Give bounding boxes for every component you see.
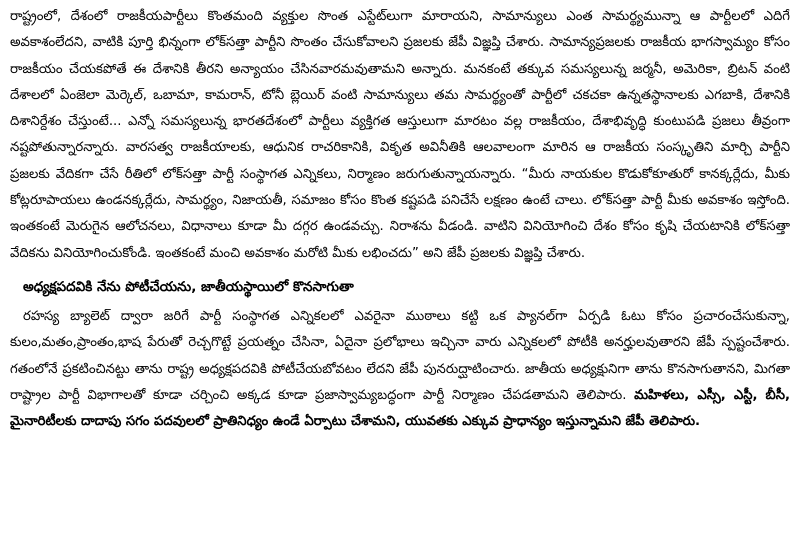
article-paragraph-1: రాష్ట్రంలో, దేశంలో రాజకీయపార్టీలు కొంతమంది వ్యక్తుల సొంత ఎస్టేట్‌లుగా మారాయని, సామాన్యులు ఎంత సామర్థ్యమున్నా ఆ పార్టీలలో ఎదిగే అవకాశంలేదని, వాటికి పూర్తి భిన్నంగా లోక్‌సత్తా పార్టీని సొంతం చేసుకోవాలని ప్రజలకు జేపీ విజ్ఞప్తి చేశారు. సామాన్యప్రజలకు రాజకీయ భాగస్వామ్యం కోసం రాజకీయం చేయకపోతే ఈ దేశానికి తీరని అన్యాయం చేసినవారమవుతామని అన్నారు. మనకంటే తక్కువ సమస్యలున్న జర్మనీ, అమెరికా, బ్రిటన్ వంటి దేశాలలో ఏంజెలా మెర్కెల్, ఒబామా, కామరాన్, టోనీ బ్లెయిర్ వంటి సామాన్యులు తమ సామర్థ్యంతో పార్టీలో చకచకా ఉన్నతస్థానాలకు ఎగబాకి, దేశానికి దిశానిర్దేశం చేస్తుంటే... ఎన్నో సమస్యలున్న భారతదేశంలో పార్టీలు వ్యక్తిగత ఆస్తులుగా మారటం వల్ల రాజకీయం, దేశాభివృద్ధి కుంటుపడి ప్రజలు తీవ్రంగా నష్టపోతున్నారన్నారు. వారసత్వ రాజకీయాలకు, ఆధునిక రాచరికానికి, వికృత అవినీతికి ఆలవాలంగా మారిన ఆ రాజకీయ సంస్కృతిని మార్చి పార్టీని ప్రజలకు వేదికగా చేసే రీతిలో లోక్‌సత్తా పార్టీ సంస్థాగత ఎన్నికలు, నిర్మాణం జరుగుతున్నాయన్నారు. “మీరు నాయకుల కొడుకోకూతురో కానక్కర్లేదు, మీకు కోట్లరూపాయలు ఉండనక్కర్లేదు, సామర్థ్యం, నిజాయతీ, సమాజం కోసం కొంత కష్టపడి పనిచేసే లక్షణం ఉంటే చాలు. లోక్‌సత్తా పార్టీ మీకు అవకాశం ఇస్తోంది. ఇంతకంటే మెరుగైన ఆలోచనలు, విధానాలు కూడా మీ దగ్గర ఉండవచ్చు. నిరాశను వీడండి. వాటిని వినియోగించి దేశం కోసం కృషి చేయటానికి లోక్‌సత్తా వేదికను వినియోగించుకోండి. ఇంతకంటే మంచి అవకాశం మరోటి మీకు లభించదు” అని జేపీ ప్రజలకు విజ్ఞప్తి చేశారు. — [10, 9, 790, 261]
article-paragraph-2 — [10, 304, 790, 435]
article-paragraph-2-bold-text: మహిళలు, ఎస్సీ, ఎస్టీ, బీసీ, మైనారిటీలకు దాదాపు సగం పదవులలో ప్రాతినిధ్యం ఉండే ఏర్పాటు చేశామని, యువతకు ఎక్కువ ప్రాధాన్యం ఇస్తున్నామని జేపీ తెలిపారు. — [10, 387, 790, 430]
section-heading: అధ్యక్షపదవికి నేను పోటీచేయను, జాతీయస్థాయిలో కొనసాగుతా — [23, 278, 354, 295]
article-paragraph-2-text: రహస్య బ్యాలెట్ ద్వారా జరిగే పార్టీ సంస్థాగత ఎన్నికలలో ఎవరైనా ముఠాలు కట్టి ఒక ప్యానల్‌గా ఏర్పడి ఓటు కోసం ప్రచారంచేసుకున్నా, కులం,మతం,ప్రాంతం,భాష పేరుతో రెచ్చగొట్టే ప్రయత్నం చేసినా, ఏదైనా ప్రలోభాలు ఇచ్చినా వారు ఎన్నికలలో పోటీకి అనర్హులవుతారని జేపీ స్పష్టంచేశారు. గతంలోనే ప్రకటించినట్టు తాను రాష్ట్ర అధ్యక్షపదవికి పోటీచేయబోవటం లేదని జేపీ పునరుద్ఘాటించారు. జాతీయ అధ్యక్షునిగా తాను కొనసాగుతానని, మిగతా రాష్ట్రాల పార్టీ విభాగాలతో కూడా చర్చించి అక్కడ కూడా ప్రజాస్వామ్యబద్ధంగా పార్టీ నిర్మాణం చేపడతామని తెలిపారు. — [10, 308, 790, 403]
